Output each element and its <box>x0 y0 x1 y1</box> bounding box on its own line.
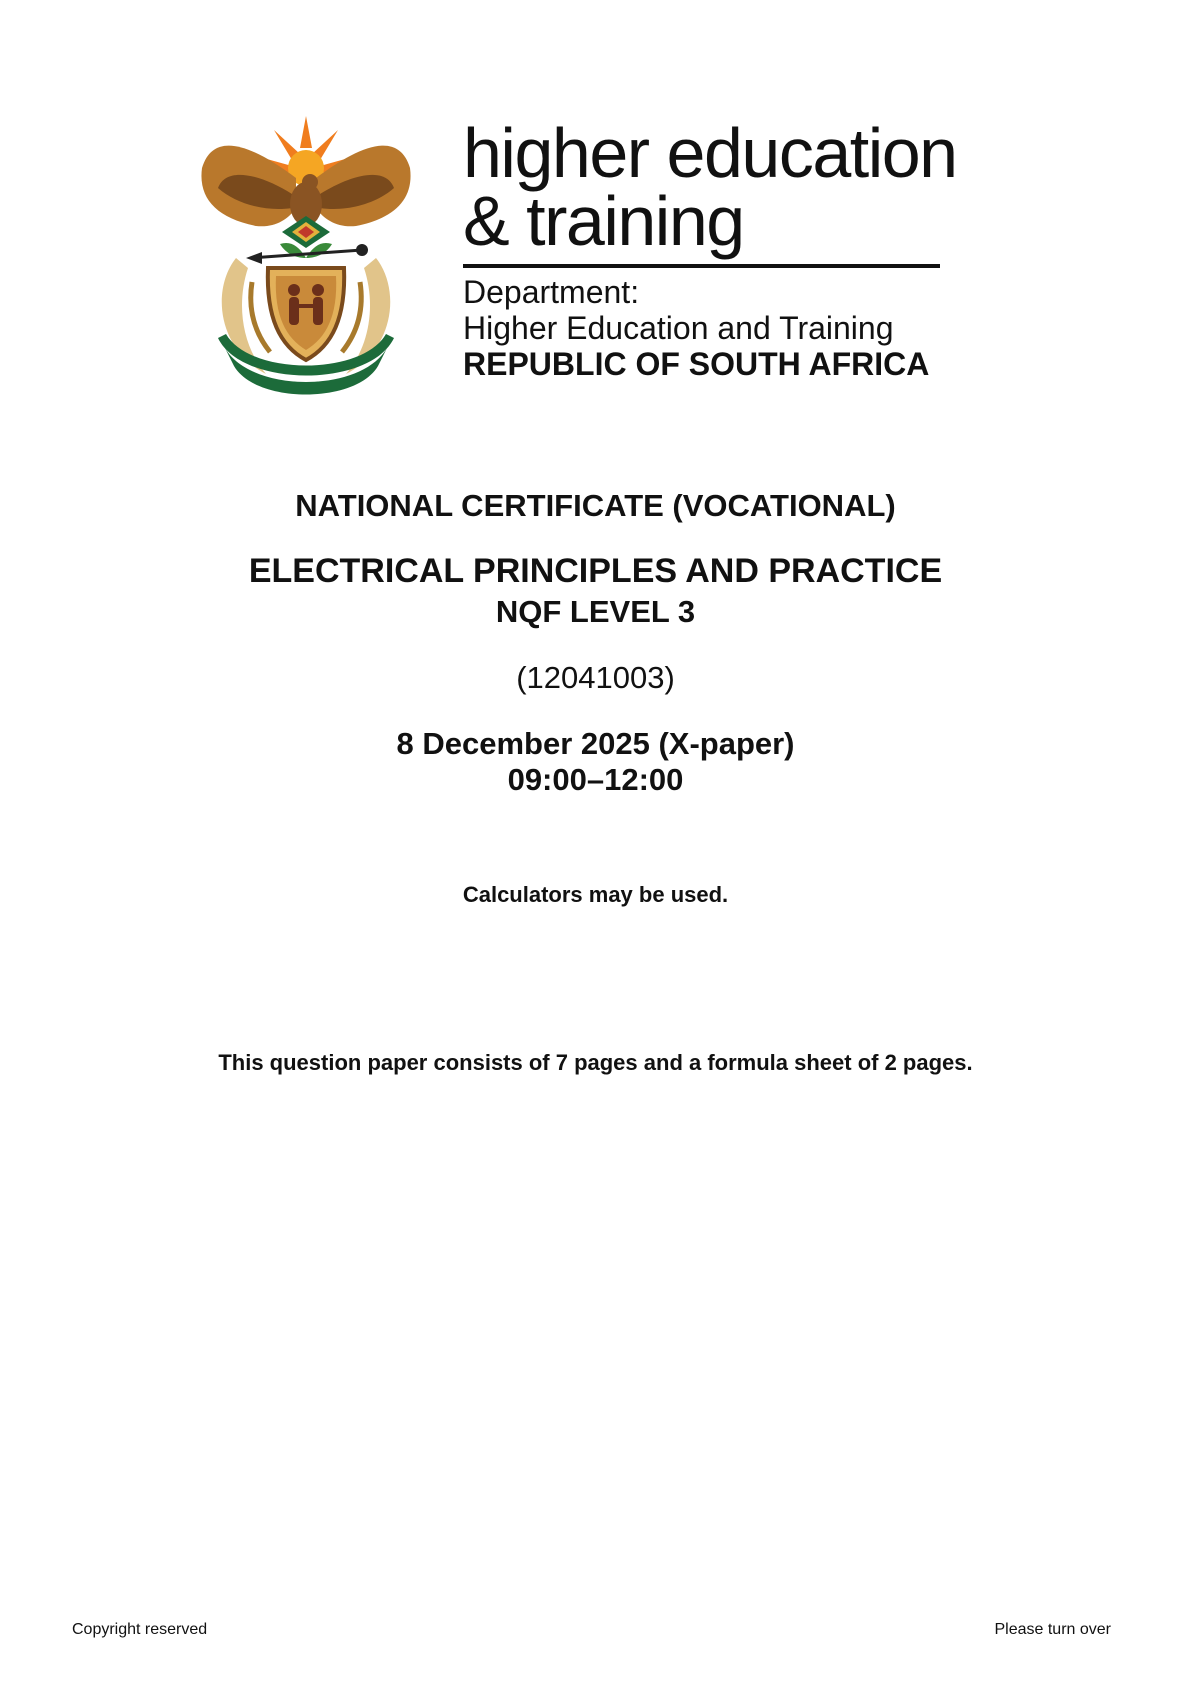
brand-line-1: higher education <box>463 114 957 192</box>
footer-turn-over: Please turn over <box>994 1621 1111 1638</box>
department-label: Department: <box>463 274 640 310</box>
coat-of-arms-icon <box>196 108 416 398</box>
exam-date: 8 December 2025 (X-paper) <box>396 726 795 761</box>
pages-note: This question paper consists of 7 pages and a formula sheet of 2 pages. <box>218 1050 973 1075</box>
subject-title: ELECTRICAL PRINCIPLES AND PRACTICE <box>248 552 943 590</box>
certificate-title: NATIONAL CERTIFICATE (VOCATIONAL) <box>295 488 896 523</box>
exam-time: 09:00–12:00 <box>507 762 684 797</box>
country-name: REPUBLIC OF SOUTH AFRICA <box>463 346 930 382</box>
calculator-note: Calculators may be used. <box>462 882 729 907</box>
footer-copyright: Copyright reserved <box>72 1621 208 1638</box>
department-name: Higher Education and Training <box>463 310 894 346</box>
brand-rule <box>463 264 940 268</box>
brand-line-2: & training <box>463 182 744 260</box>
nqf-level: NQF LEVEL 3 <box>495 594 696 629</box>
subject-code: (12041003) <box>516 660 675 695</box>
